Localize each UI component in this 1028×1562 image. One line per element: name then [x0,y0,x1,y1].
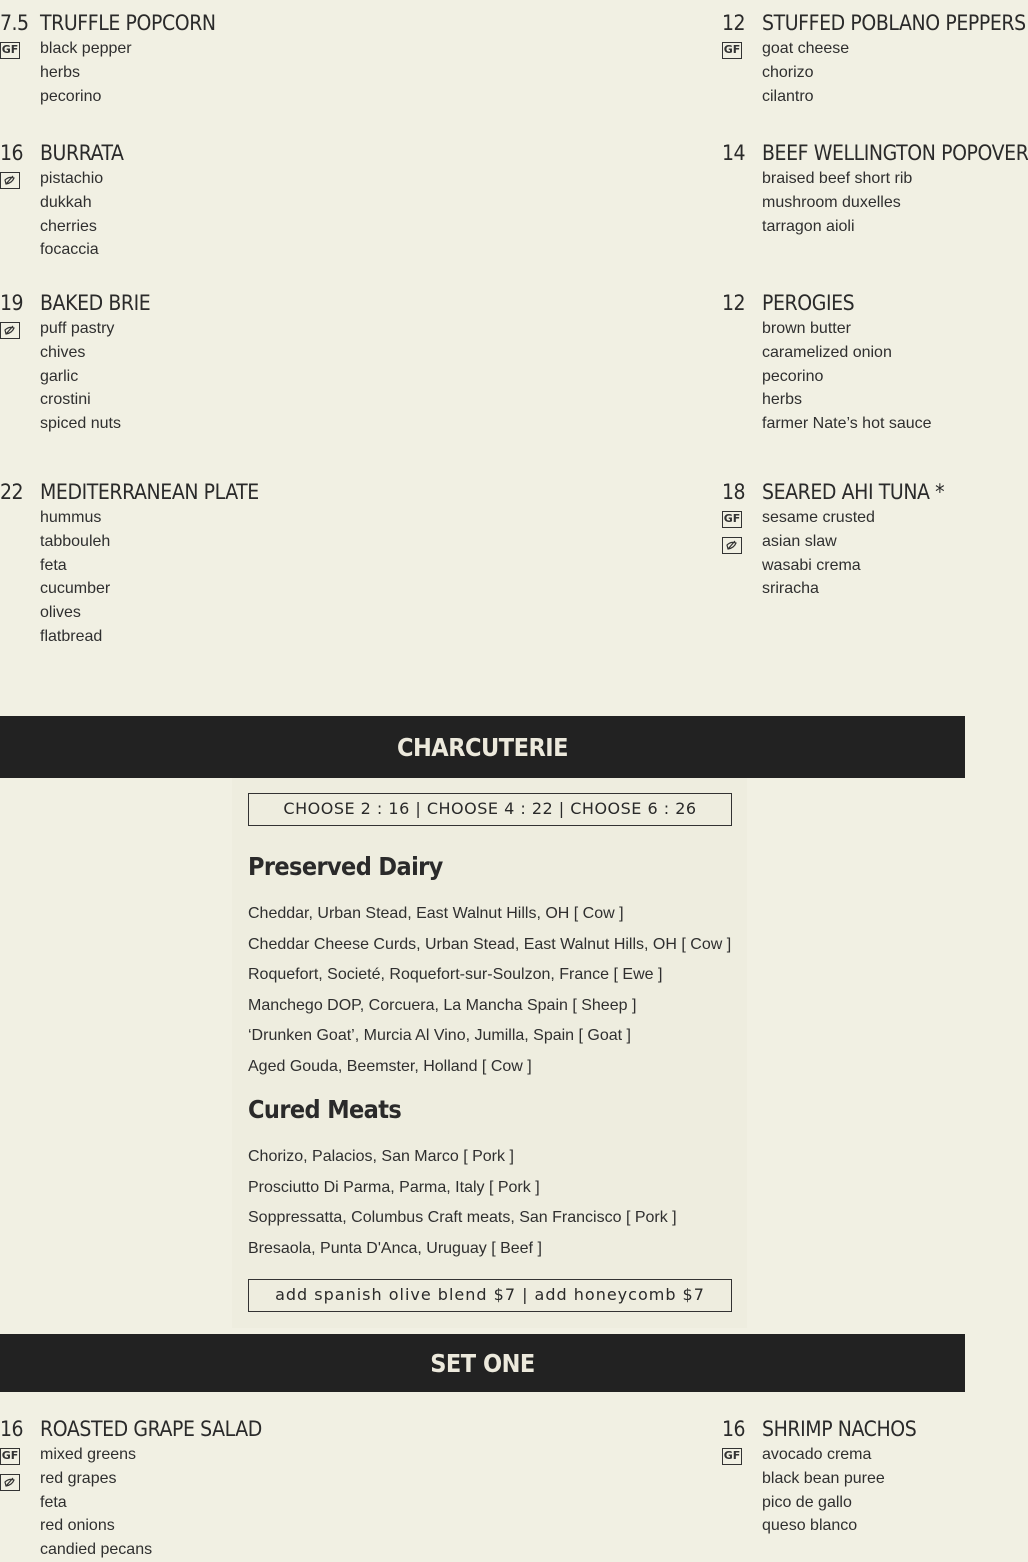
item-name: SHRIMP NACHOS [762,1417,917,1441]
ingredient: queso blanco [762,1517,858,1535]
dairy-entry: Aged Gouda, Beemster, Holland [ Cow ] [248,1057,532,1075]
dietary-badges [0,172,20,198]
gluten-free-badge: GF [0,42,20,59]
item-price: 18 [722,480,746,504]
dietary-badges [0,322,20,348]
dairy-list [248,899,731,1083]
dairy-entry: Roquefort, Societé, Roquefort-sur-Soulzon, France [ Ewe ] [248,966,663,984]
set-one-header [0,1334,965,1392]
ingredient-list [40,506,110,649]
ingredient: crostini [40,391,91,409]
ingredient: flatbread [40,627,103,645]
ingredient: olives [40,604,81,622]
ingredient: herbs [40,63,81,81]
ingredient: cucumber [40,580,111,598]
dairy-entry: ‘Drunken Goat’, Murcia Al Vino, Jumilla, Spain [ Goat ] [248,1027,631,1045]
item-price: 19 [0,291,24,315]
item-name: MEDITERRANEAN PLATE [40,480,259,504]
ingredient-list [40,317,121,436]
cured-meats-heading: Cured Meats [248,1095,402,1124]
item-name: SEARED AHI TUNA * [762,480,945,504]
ingredient: black pepper [40,40,132,57]
ingredient: garlic [40,367,79,385]
ingredient: wasabi crema [762,556,861,574]
vegetarian-icon [0,172,20,189]
gluten-free-badge: GF [722,42,742,59]
ingredient: tarragon aioli [762,217,855,235]
gluten-free-badge: GF [0,1448,20,1465]
ingredient-list [762,1443,885,1538]
meats-list [248,1142,677,1264]
choose-pricing-box: CHOOSE 2 : 16 | CHOOSE 4 : 22 | CHOOSE 6 : 26 [248,793,732,826]
ingredient: avocado crema [762,1446,872,1463]
item-name: STUFFED POBLANO PEPPERS [762,11,1026,35]
ingredient: dukkah [40,193,92,211]
item-name: PEROGIES [762,291,855,315]
ingredient: focaccia [40,241,99,259]
ingredient: farmer Nate’s hot sauce [762,415,932,433]
ingredient-list [762,167,912,238]
ingredient: candied pecans [40,1541,153,1559]
meat-entry: Prosciutto Di Parma, Parma, Italy [ Pork ] [248,1178,540,1196]
gluten-free-badge: GF [722,511,742,528]
ingredient: puff pastry [40,320,115,337]
dietary-badges [722,1448,742,1474]
item-price: 14 [722,141,746,165]
dairy-entry: Cheddar, Urban Stead, East Walnut Hills, OH [ Cow ] [248,905,624,922]
ingredient: mushroom duxelles [762,193,901,211]
ingredient: tabbouleh [40,532,111,550]
ingredient: sriracha [762,580,819,598]
section-title: SET ONE [430,1348,535,1378]
ingredient: braised beef short rib [762,170,913,187]
item-name: BEEF WELLINGTON POPOVER [762,141,1028,165]
ingredient-list [762,506,875,601]
preserved-dairy-heading: Preserved Dairy [248,852,443,881]
ingredient: pico de gallo [762,1493,852,1511]
charcuterie-header [0,716,965,778]
ingredient: pecorino [40,87,102,105]
item-price: 16 [722,1417,746,1441]
item-price: 16 [0,141,24,165]
ingredient: pecorino [762,367,824,385]
ingredient: sesame crusted [762,509,875,526]
ingredient: goat cheese [762,40,850,57]
ingredient: cilantro [762,87,814,105]
ingredient: hummus [40,509,102,526]
section-title: CHARCUTERIE [396,732,569,762]
ingredient: black bean puree [762,1469,885,1487]
ingredient: pistachio [40,170,104,187]
ingredient: red onions [40,1517,115,1535]
addons-box: add spanish olive blend $7 | add honeycomb $7 [248,1279,732,1312]
ingredient: brown butter [762,320,851,337]
item-name: TRUFFLE POPCORN [40,11,216,35]
item-price: 12 [722,291,746,315]
ingredient: herbs [762,391,803,409]
ingredient: feta [40,556,67,574]
ingredient-list [40,167,103,262]
item-name: BAKED BRIE [40,291,151,315]
item-name: ROASTED GRAPE SALAD [40,1417,262,1441]
ingredient: mixed greens [40,1446,137,1463]
ingredient: red grapes [40,1469,117,1487]
ingredient-list [762,317,932,436]
item-name: BURRATA [40,141,124,165]
dairy-entry: Cheddar Cheese Curds, Urban Stead, East Walnut Hills, OH [ Cow ] [248,935,732,953]
ingredient: chorizo [762,63,814,81]
dietary-badges [0,42,20,68]
dietary-badges [722,511,742,563]
item-price: 22 [0,480,24,504]
dairy-entry: Manchego DOP, Corcuera, La Mancha Spain [ Sheep ] [248,996,637,1014]
meat-entry: Bresaola, Punta D'Anca, Uruguay [ Beef ] [248,1239,542,1257]
gluten-free-badge: GF [722,1448,742,1465]
ingredient: feta [40,1493,67,1511]
vegetarian-icon [0,1474,20,1491]
ingredient-list [40,1443,152,1562]
dietary-badges [0,1448,20,1500]
ingredient: chives [40,343,86,361]
item-price: 12 [722,11,746,35]
ingredient-list [40,37,132,108]
ingredient: asian slaw [762,532,837,550]
item-price: 7.5 [0,11,29,35]
ingredient: caramelized onion [762,343,892,361]
meat-entry: Chorizo, Palacios, San Marco [ Pork ] [248,1148,514,1165]
vegetarian-icon [722,537,742,554]
ingredient: cherries [40,217,97,235]
vegetarian-icon [0,322,20,339]
dietary-badges [722,42,742,68]
ingredient: spiced nuts [40,415,121,433]
meat-entry: Soppressatta, Columbus Craft meats, San Francisco [ Pork ] [248,1209,677,1227]
item-price: 16 [0,1417,24,1441]
ingredient-list [762,37,849,108]
